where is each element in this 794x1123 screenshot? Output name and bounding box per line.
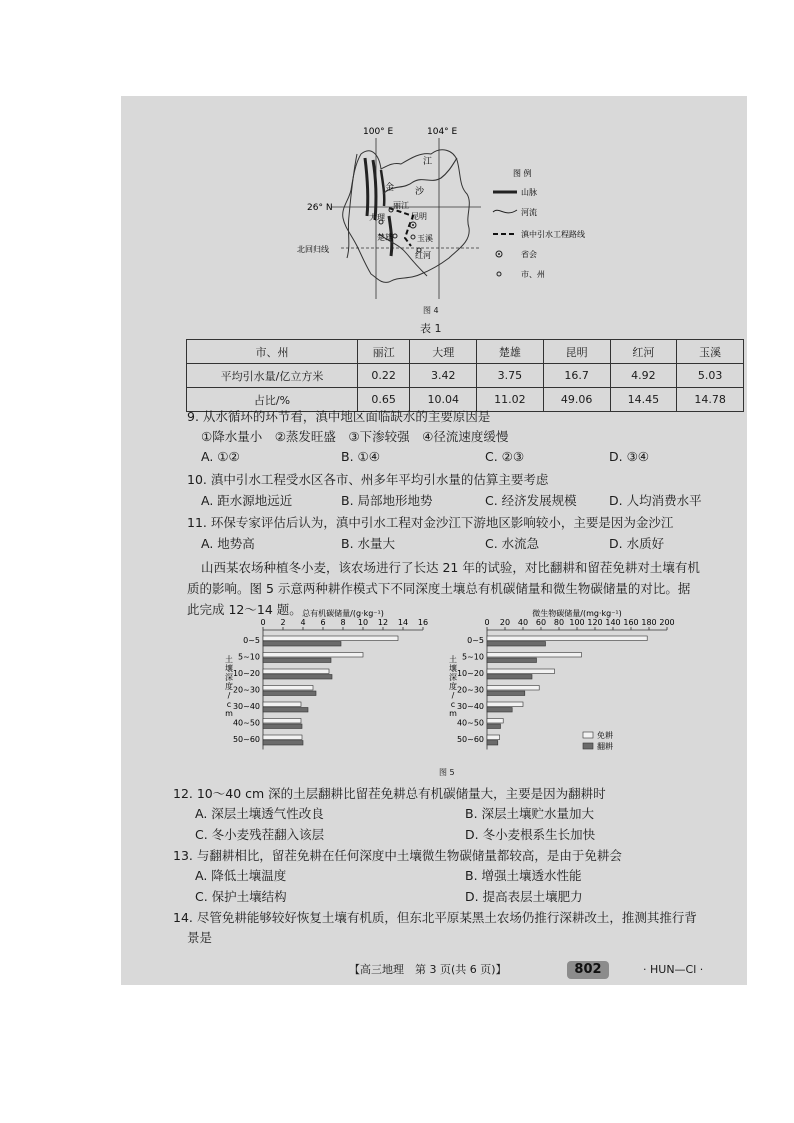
category-label: 40~50 bbox=[232, 718, 260, 728]
category-label: 20~30 bbox=[232, 685, 260, 695]
bar-plow bbox=[263, 675, 332, 680]
x-tick-label: 16 bbox=[417, 618, 429, 627]
q11-stem: 11. 环保专家评估后认为，滇中引水工程对金沙江下游地区影响较小，主要是因为金沙江 bbox=[187, 515, 674, 530]
bar-no-till bbox=[487, 702, 523, 707]
y-axis-label-char: / bbox=[451, 691, 455, 700]
q10-option-a[interactable]: A. 距水源地远近 bbox=[201, 493, 293, 508]
y-axis-label-char: m bbox=[449, 709, 457, 718]
table-header-row bbox=[187, 340, 744, 364]
q12-option-b[interactable]: B. 深层土壤贮水量加大 bbox=[465, 806, 595, 821]
city-yuxi: 玉溪 bbox=[417, 234, 433, 243]
q13-option-d[interactable]: D. 提高表层土壤肥力 bbox=[465, 889, 583, 904]
legend-label: 翻耕 bbox=[597, 742, 613, 751]
bar-plow bbox=[487, 642, 546, 647]
q12-option-a[interactable]: A. 深层土壤透气性改良 bbox=[195, 806, 324, 821]
city-honghe: 红河 bbox=[415, 251, 431, 260]
bar-no-till bbox=[487, 669, 555, 674]
q13-option-c[interactable]: C. 保护土壤结构 bbox=[195, 889, 287, 904]
river-char-jiang: 江 bbox=[423, 157, 433, 167]
bar-no-till bbox=[263, 702, 301, 707]
x-tick-label: 4 bbox=[300, 618, 306, 627]
city-lijiang: 丽江 bbox=[393, 201, 409, 210]
table-cell: 14.78 bbox=[677, 388, 744, 412]
city-kunming: 昆明 bbox=[411, 212, 427, 221]
category-label: 30~40 bbox=[232, 702, 260, 711]
x-tick-label: 200 bbox=[659, 618, 675, 627]
table-cell: 4.92 bbox=[610, 364, 677, 388]
table-cell: 14.45 bbox=[610, 388, 677, 412]
q11-option-b[interactable]: B. 水量大 bbox=[341, 536, 396, 551]
bar-plow bbox=[263, 642, 341, 647]
q12-option-d[interactable]: D. 冬小麦根系生长加快 bbox=[465, 827, 596, 842]
q13-option-a[interactable]: A. 降低土壤温度 bbox=[195, 868, 287, 883]
table-row bbox=[187, 388, 744, 412]
legend-route: 滇中引水工程路线 bbox=[521, 230, 585, 239]
bar-plow bbox=[263, 741, 303, 746]
table-header-cell: 楚雄 bbox=[477, 340, 544, 364]
map-drawing bbox=[281, 124, 621, 324]
category-label: 50~60 bbox=[456, 735, 484, 744]
bar-no-till bbox=[263, 686, 313, 691]
category-label: 0~5 bbox=[243, 636, 260, 645]
x-tick-label: 14 bbox=[397, 618, 409, 627]
bar-plow bbox=[487, 708, 512, 713]
category-label: 0~5 bbox=[467, 636, 484, 645]
y-axis-label-char: 壤 bbox=[225, 664, 233, 673]
bar-plow bbox=[487, 741, 498, 746]
category-label: 5~10 bbox=[238, 652, 260, 662]
y-axis-label-char: c bbox=[226, 700, 232, 709]
x-tick-label: 140 bbox=[605, 618, 621, 627]
q13-stem: 13. 与翻耕相比，留茬免耕在任何深度中土壤微生物碳储量都较高，是由于免耕会 bbox=[173, 848, 622, 863]
q10-option-d[interactable]: D. 人均消费水平 bbox=[609, 493, 702, 508]
bar-no-till bbox=[487, 686, 539, 691]
y-axis-label-char: 土 bbox=[225, 655, 233, 664]
bar-no-till bbox=[487, 653, 582, 658]
x-tick-label: 80 bbox=[553, 618, 565, 627]
bar-no-till bbox=[263, 735, 302, 740]
legend-river: 河流 bbox=[521, 208, 537, 217]
legend-city: 市、州 bbox=[521, 270, 545, 279]
x-tick-label: 40 bbox=[517, 618, 529, 627]
river-char-sha: 沙 bbox=[415, 187, 425, 197]
city-dot bbox=[393, 234, 397, 238]
table-cell: 0.65 bbox=[358, 388, 410, 412]
table-cell: 10.04 bbox=[410, 388, 477, 412]
y-axis-label-char: 度 bbox=[225, 682, 233, 691]
category-label: 30~40 bbox=[456, 702, 484, 711]
table-header-cell: 丽江 bbox=[358, 340, 410, 364]
category-label: 5~10 bbox=[462, 652, 484, 662]
table-cell: 0.22 bbox=[358, 364, 410, 388]
table-row bbox=[187, 364, 744, 388]
bar-no-till bbox=[487, 735, 500, 740]
q9-stem: 9. 从水循环的环节看，滇中地区面临缺水的主要原因是 bbox=[187, 409, 491, 424]
footer-tag: · HUN—Cl · bbox=[643, 963, 704, 976]
x-tick-label: 180 bbox=[641, 618, 657, 627]
y-axis-label-char: / bbox=[227, 691, 231, 700]
bar-plow bbox=[263, 708, 308, 713]
q9-option-b[interactable]: B. ①④ bbox=[341, 449, 380, 464]
x-tick-label: 12 bbox=[377, 618, 389, 627]
category-label: 10~20 bbox=[456, 669, 484, 678]
y-axis-label-char: 深 bbox=[449, 673, 457, 682]
passage-line3: 此完成 12～14 题。 bbox=[187, 602, 302, 617]
table-header-cell: 昆明 bbox=[543, 340, 610, 364]
category-label: 50~60 bbox=[232, 735, 260, 744]
bar-no-till bbox=[263, 653, 363, 658]
category-label: 40~50 bbox=[456, 718, 484, 728]
passage-line2: 质的影响。图 5 示意两种耕作模式下不同深度土壤总有机碳储量和微生物碳储量的对比。据 bbox=[187, 581, 691, 596]
legend-swatch bbox=[583, 743, 593, 749]
y-axis-label-char: 深 bbox=[225, 673, 233, 682]
table-cell: 16.7 bbox=[543, 364, 610, 388]
q14-line1: 14. 尽管免耕能够较好恢复土壤有机质，但东北平原某黑土农场仍推行深耕改土，推测其推行背 bbox=[173, 910, 697, 925]
toc-chart bbox=[225, 608, 428, 750]
table-header-cell: 红河 bbox=[610, 340, 677, 364]
map-lon-100: 100° E bbox=[363, 127, 394, 137]
table-header-cell: 市、州 bbox=[187, 340, 358, 364]
bar-plow bbox=[263, 658, 331, 663]
x-tick-label: 160 bbox=[623, 618, 639, 627]
bar-plow bbox=[487, 691, 525, 696]
city-dot bbox=[411, 235, 415, 239]
figure5 bbox=[217, 608, 687, 773]
q13-option-b[interactable]: B. 增强土壤透水性能 bbox=[465, 868, 582, 883]
footer-page-label: 【高三地理 第 3 页(共 6 页)】 bbox=[349, 963, 507, 976]
table-cell: 5.03 bbox=[677, 364, 744, 388]
map-figure bbox=[281, 124, 621, 324]
x-tick-label: 6 bbox=[320, 618, 326, 627]
bar-plow bbox=[487, 675, 532, 680]
q10-stem: 10. 滇中引水工程受水区各市、州多年平均引水量的估算主要考虑 bbox=[187, 472, 549, 487]
legend-mountain: 山脉 bbox=[521, 188, 537, 197]
table-cell: 占比/% bbox=[187, 388, 358, 412]
x-tick-label: 120 bbox=[587, 618, 603, 627]
city-chuxiong: 楚雄 bbox=[377, 233, 393, 242]
figure5-chart-area bbox=[217, 608, 687, 773]
figure5-caption: 图 5 bbox=[439, 768, 455, 777]
q12-stem: 12. 10～40 cm 深的土层翻耕比留茬免耕总有机碳储量大，主要是因为翻耕时 bbox=[173, 786, 606, 801]
map-tropic-label: 北回归线 bbox=[297, 245, 329, 254]
river-char-jin: 金 bbox=[385, 183, 395, 193]
bar-plow bbox=[487, 658, 537, 663]
x-tick-label: 60 bbox=[535, 618, 547, 627]
y-axis-label-char: m bbox=[225, 709, 233, 718]
x-tick-label: 10 bbox=[357, 618, 369, 627]
y-axis-label-char: 度 bbox=[449, 682, 457, 691]
legend-swatch bbox=[583, 732, 593, 738]
q10-option-b[interactable]: B. 局部地形地势 bbox=[341, 493, 433, 508]
table-cell: 49.06 bbox=[543, 388, 610, 412]
q11-option-a[interactable]: A. 地势高 bbox=[201, 536, 255, 551]
q11-option-c[interactable]: C. 水流急 bbox=[485, 536, 540, 551]
bar-no-till bbox=[263, 636, 398, 641]
table-header-cell: 玉溪 bbox=[677, 340, 744, 364]
mbc-chart bbox=[449, 608, 675, 751]
x-tick-label: 0 bbox=[484, 618, 490, 627]
legend-label: 免耕 bbox=[597, 731, 613, 740]
table-cell: 3.42 bbox=[410, 364, 477, 388]
map-lat-26: 26° N bbox=[307, 203, 333, 213]
y-axis-label-char: 土 bbox=[449, 655, 457, 664]
q12-option-c[interactable]: C. 冬小麦残茬翻入该层 bbox=[195, 827, 325, 842]
legend-capital: 省会 bbox=[521, 250, 537, 259]
map-lon-104: 104° E bbox=[427, 127, 458, 137]
y-axis-label-char: c bbox=[450, 700, 456, 709]
bar-plow bbox=[263, 724, 302, 729]
bar-plow bbox=[263, 691, 316, 696]
x-tick-label: 20 bbox=[499, 618, 511, 627]
passage-line1: 山西某农场种植冬小麦，该农场进行了长达 21 年的试验，对比翻耕和留茬免耕对土壤有机 bbox=[201, 560, 700, 575]
table1-title: 表 1 bbox=[420, 322, 442, 335]
q14-line2: 景是 bbox=[187, 930, 213, 945]
bar-no-till bbox=[263, 669, 329, 674]
q9-option-d[interactable]: D. ③④ bbox=[609, 449, 649, 464]
q10-option-c[interactable]: C. 经济发展规模 bbox=[485, 493, 577, 508]
x-tick-label: 8 bbox=[340, 618, 346, 627]
x-tick-label: 100 bbox=[569, 618, 585, 627]
y-axis-label-char: 壤 bbox=[449, 664, 457, 673]
table-header-cell: 大理 bbox=[410, 340, 477, 364]
footer-code-badge: 802 bbox=[567, 961, 609, 979]
x-tick-label: 2 bbox=[280, 618, 286, 627]
city-dali: 大理 bbox=[369, 213, 385, 222]
legend-title: 图 例 bbox=[513, 169, 532, 178]
bar-no-till bbox=[263, 719, 301, 724]
bar-no-till bbox=[487, 719, 503, 724]
q11-option-d[interactable]: D. 水质好 bbox=[609, 536, 665, 551]
chart-title: 微生物碳储量/(mg·kg⁻¹) bbox=[532, 609, 622, 618]
category-label: 20~30 bbox=[456, 685, 484, 695]
figure4-caption: 图 4 bbox=[423, 306, 439, 315]
table1 bbox=[186, 339, 744, 412]
q9-option-a[interactable]: A. ①② bbox=[201, 449, 240, 464]
table-cell: 11.02 bbox=[477, 388, 544, 412]
q9-items: ①降水量小 ②蒸发旺盛 ③下渗较强 ④径流速度缓慢 bbox=[201, 429, 509, 444]
bar-plow bbox=[487, 724, 501, 729]
table-cell: 3.75 bbox=[477, 364, 544, 388]
category-label: 10~20 bbox=[232, 669, 260, 678]
exam-page bbox=[121, 96, 747, 985]
bar-no-till bbox=[487, 636, 647, 641]
x-tick-label: 0 bbox=[260, 618, 266, 627]
q9-option-c[interactable]: C. ②③ bbox=[485, 449, 525, 464]
chart-title: 总有机碳储量/(g·kg⁻¹) bbox=[302, 609, 384, 618]
table-cell: 平均引水量/亿立方米 bbox=[187, 364, 358, 388]
